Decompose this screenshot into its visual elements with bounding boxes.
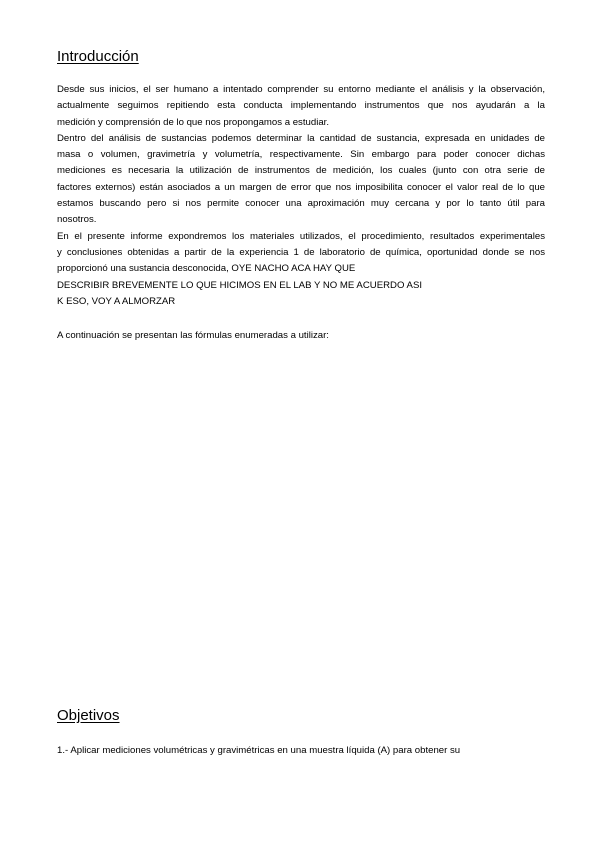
text-line: K ESO, VOY A ALMORZAR	[57, 295, 176, 307]
text-line: mediciones es necesaria la utilización de instrumentos de medición, los cuales (junto con otra serie de	[57, 165, 545, 177]
introduction-body	[57, 82, 545, 310]
text-line: masa o volumen, gravimetría y volumetría, respectivamente. Sin embargo para poder conocer dichas	[57, 149, 545, 161]
text-line: actualmente seguimos repitiendo esta conducta implementando instrumentos que nos ayudarán a la	[57, 100, 545, 112]
text-line: proporcionó una sustancia desconocida, OYE NACHO ACA HAY QUE	[57, 263, 356, 275]
formulas-intro-text: A continuación se presentan las fórmulas enumeradas a utilizar:	[57, 330, 329, 341]
objectives-heading: Objetivos	[57, 707, 120, 724]
objective-item-1: 1.- Aplicar mediciones volumétricas y gravimétricas en una muestra líquida (A) para obtener su	[57, 745, 461, 756]
text-line: En el presente informe expondremos los materiales utilizados, el procedimiento, resultados experimentales	[57, 230, 545, 242]
text-line: Desde sus inicios, el ser humano a intentado comprender su entorno mediante el análisis y la observación,	[57, 84, 545, 95]
text-line: DESCRIBIR BREVEMENTE LO QUE HICIMOS EN EL LAB Y NO ME ACUERDO ASI	[57, 279, 423, 291]
introduction-heading: Introducción	[57, 48, 139, 65]
text-line: nosotros.	[57, 214, 97, 226]
text-line: Dentro del análisis de sustancias podemos determinar la cantidad de sustancia, expresada en unidades de	[57, 132, 545, 144]
text-line: y conclusiones obtenidas a partir de la experiencia 1 de laboratorio de química, oportunidad donde se nos	[57, 246, 545, 258]
text-line: factores externos) están asociados a un margen de error que nos imposibilita conocer el valor real de lo que	[57, 181, 545, 193]
text-line: medición y comprensión de lo que nos propongamos a estudiar.	[57, 116, 329, 128]
text-line: estamos buscando pero si nos permite conocer una aproximación muy cercana y por lo tanto útil para	[57, 198, 545, 210]
